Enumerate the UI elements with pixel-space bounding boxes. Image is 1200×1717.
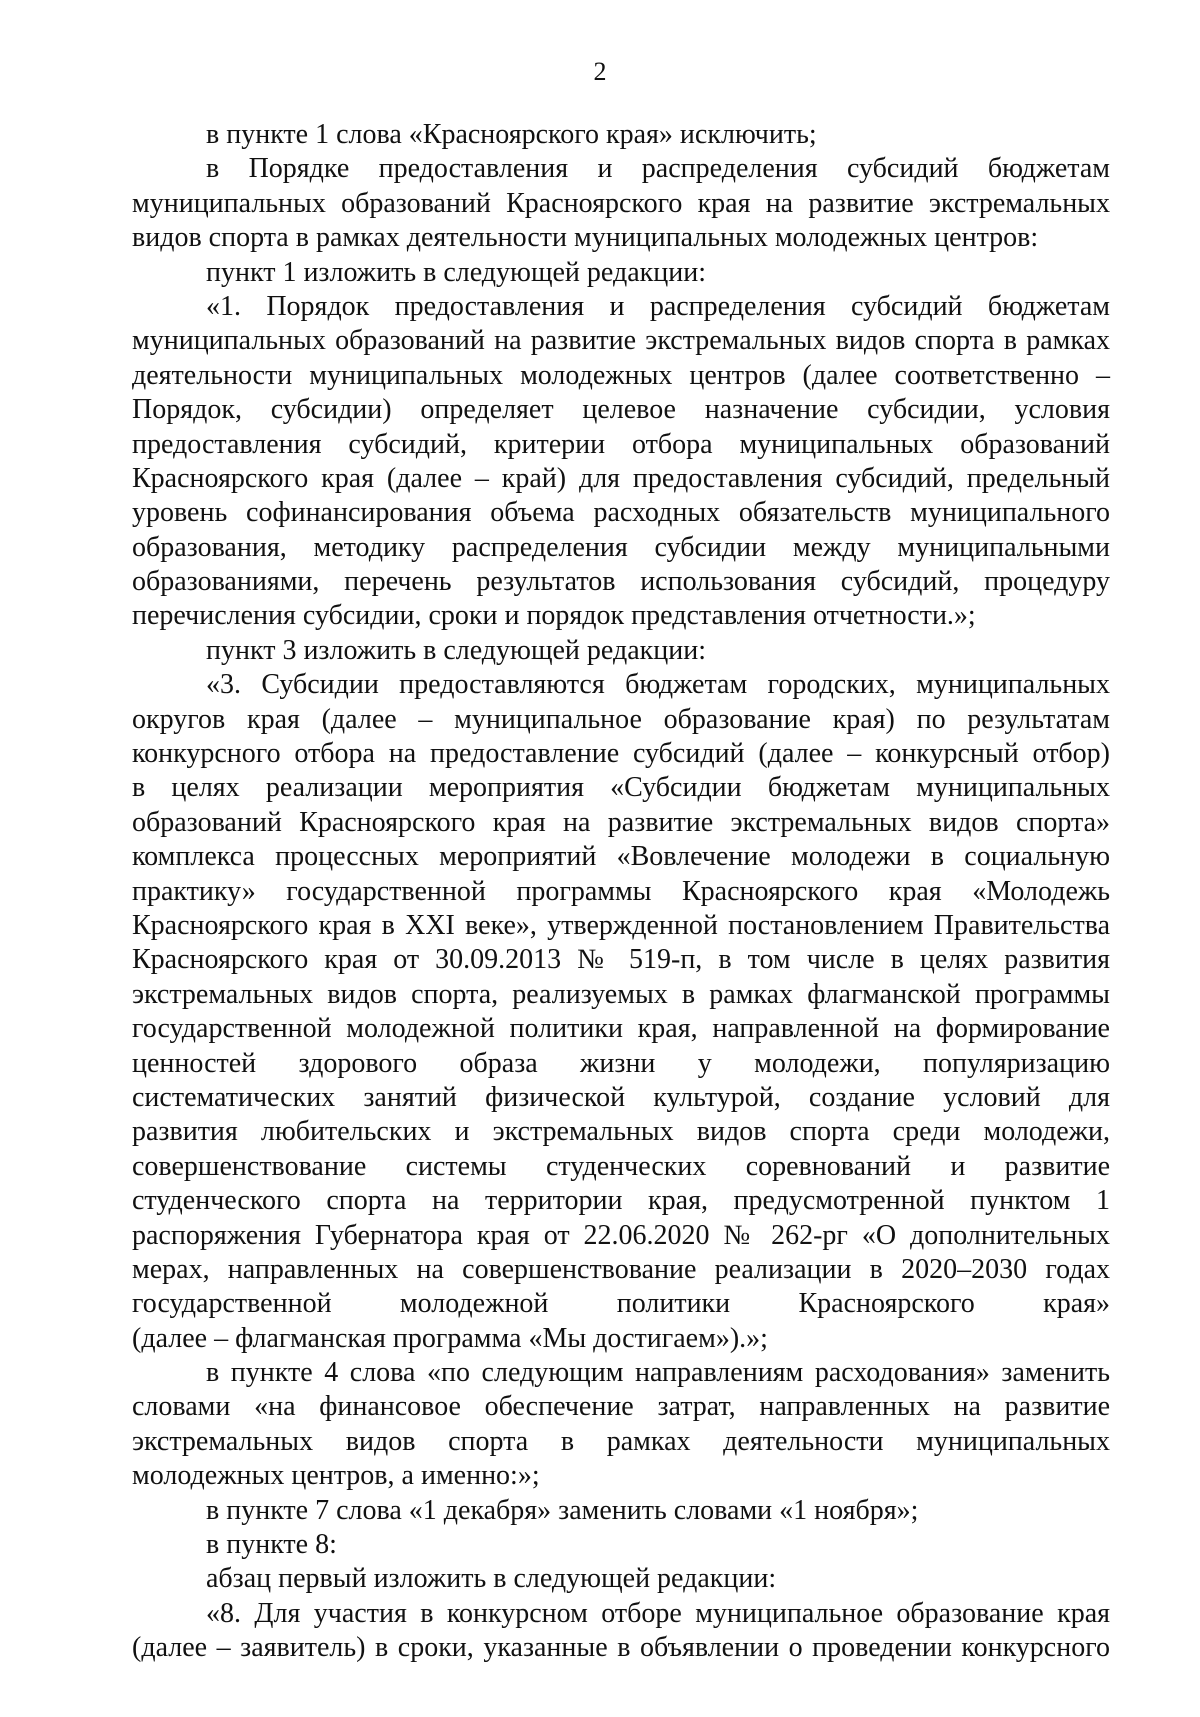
text-line: мерах, направленных на совершенствование реализации в 2020–2030 годах	[132, 1253, 1110, 1285]
text-line: государственной молодежной политики края, направленной на формирование	[132, 1013, 1110, 1045]
text-line: государственной молодежной политики Красноярского края»	[132, 1288, 1110, 1320]
text-line: ценностей здорового образа жизни у молодежи, популяризацию	[132, 1047, 1110, 1079]
text-line: в Порядке предоставления и распределения субсидий бюджетам	[206, 153, 1110, 185]
text-line: Красноярского края от 30.09.2013 № 519-п, в том числе в целях развития	[132, 944, 1110, 976]
text-line: пункт 1 изложить в следующей редакции:	[206, 256, 706, 288]
text-line: Красноярского края в XXI веке», утвержденной постановлением Правительства	[132, 909, 1110, 941]
page-number: 2	[593, 57, 607, 86]
text-line: абзац первый изложить в следующей редакции:	[206, 1563, 777, 1595]
text-line: муниципальных образований Красноярского края на развитие экстремальных	[132, 187, 1110, 219]
text-line: совершенствование системы студенческих соревнований и развитие	[132, 1150, 1110, 1182]
text-line: комплекса процессных мероприятий «Вовлечение молодежи в социальную	[132, 841, 1110, 873]
text-line: словами «на финансовое обеспечение затрат, направленных на развитие	[132, 1391, 1110, 1423]
text-line: видов спорта в рамках деятельности муниципальных молодежных центров:	[132, 222, 1039, 254]
text-line: «1. Порядок предоставления и распределения субсидий бюджетам	[206, 290, 1110, 322]
text-line: распоряжения Губернатора края от 22.06.2020 № 262-рг «О дополнительных	[132, 1219, 1110, 1251]
text-line: в пункте 8:	[206, 1529, 337, 1561]
text-line: образованиями, перечень результатов использования субсидий, процедуру	[132, 566, 1110, 598]
text-line: экстремальных видов спорта в рамках деятельности муниципальных	[132, 1425, 1110, 1457]
text-line: конкурсного отбора на предоставление субсидий (далее – конкурсный отбор)	[132, 738, 1110, 770]
text-line: образования, методику распределения субсидии между муниципальными	[132, 531, 1110, 563]
text-line: студенческого спорта на территории края, предусмотренной пунктом 1	[132, 1185, 1110, 1217]
text-line: практику» государственной программы Красноярского края «Молодежь	[132, 875, 1110, 907]
text-line: Порядок, субсидии) определяет целевое назначение субсидии, условия	[132, 394, 1110, 426]
text-line: в пункте 4 слова «по следующим направлениям расходования» заменить	[206, 1357, 1110, 1389]
text-line: Красноярского края (далее – край) для предоставления субсидий, предельный	[132, 462, 1110, 494]
text-line: пункт 3 изложить в следующей редакции:	[206, 634, 706, 666]
text-line: молодежных центров, а именно:»;	[132, 1460, 540, 1492]
text-line: предоставления субсидий, критерии отбора муниципальных образований	[132, 428, 1110, 460]
text-line: систематических занятий физической культурой, создание условий для	[132, 1081, 1110, 1113]
text-line: (далее – флагманская программа «Мы достигаем»).»;	[132, 1322, 768, 1354]
text-line: (далее – заявитель) в сроки, указанные в объявлении о проведении конкурсного	[132, 1632, 1110, 1664]
text-line: округов края (далее – муниципальное образование края) по результатам	[132, 703, 1110, 735]
document-body	[132, 118, 1110, 1666]
text-line: «3. Субсидии предоставляются бюджетам городских, муниципальных	[206, 669, 1110, 701]
text-line: муниципальных образований на развитие экстремальных видов спорта в рамках	[132, 325, 1110, 357]
text-line: в пункте 7 слова «1 декабря» заменить словами «1 ноября»;	[206, 1494, 919, 1526]
text-line: образований Красноярского края на развитие экстремальных видов спорта»	[132, 806, 1110, 838]
text-line: экстремальных видов спорта, реализуемых в рамках флагманской программы	[132, 978, 1110, 1010]
text-line: в пункте 1 слова «Красноярского края» исключить;	[206, 119, 817, 150]
text-line: уровень софинансирования объема расходных обязательств муниципального	[132, 497, 1110, 529]
text-line: перечисления субсидии, сроки и порядок представления отчетности.»;	[132, 600, 976, 632]
text-line: развития любительских и экстремальных видов спорта среди молодежи,	[132, 1116, 1110, 1148]
text-line: в целях реализации мероприятия «Субсидии бюджетам муниципальных	[132, 772, 1110, 804]
text-line: деятельности муниципальных молодежных центров (далее соответственно –	[132, 359, 1110, 391]
text-line: «8. Для участия в конкурсном отборе муниципальное образование края	[206, 1597, 1110, 1629]
